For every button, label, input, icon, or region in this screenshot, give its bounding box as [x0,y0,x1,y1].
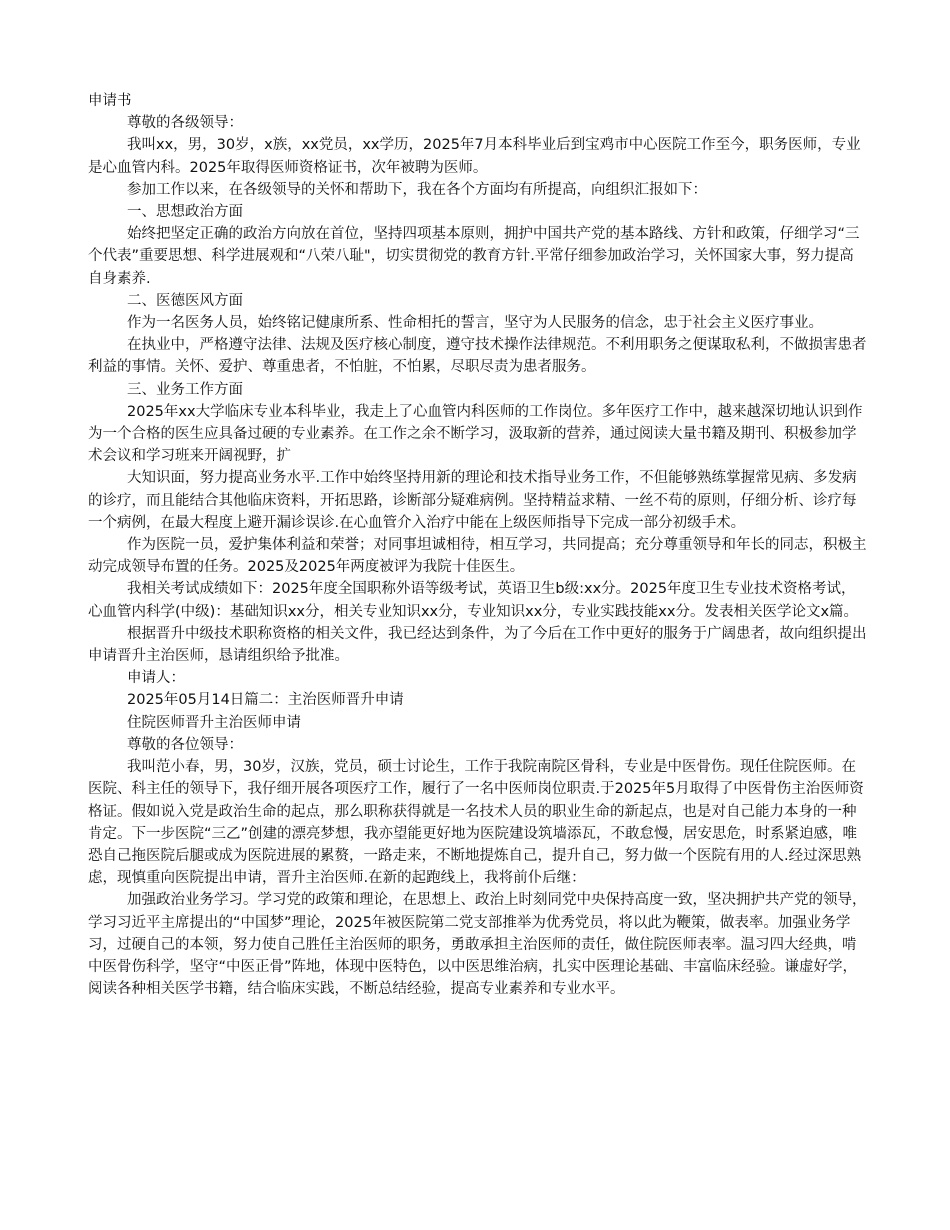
document-title: 申请书 [88,93,132,109]
paragraph-doc2-2: 加强政治业务学习。学习党的政策和理论，在思想上、政治上时刻同党中央保持高度一致，坚决拥护共产党的领导，学习习近平主席提出的“中国梦”理论，2025年被医院第二党支部推举为优秀党员，将以此为鞭策，做表率。加强业务学习，过硬自己的本领，努力使自己胜任主治医师的职务，勇敢承担主治医师的责任，做住院医师表率。温习四大经典，啃中医骨伤科学，坚守“中医正骨”阵地，体现中医特色，以中医思维治病，扎实中医理论基础、丰富临床经验。谦虚好学，阅读各种相关医学书籍，结合临床实践，不断总结经验，提高专业素养和专业水平。 [88,892,867,998]
second-document-title: 住院医师晋升主治医师申请 [127,714,301,731]
salutation: 尊敬的各级领导： [127,115,243,132]
second-salutation: 尊敬的各位领导： [127,736,243,753]
paragraph-work-3: 作为医院一员，爱护集体利益和荣誉；对同事坦诚相待，相互学习，共同提高；充分尊重领导和年长的同志，积极主动完成领导布置的任务。2025及2025年两度被评为我院十佳医生。 [88,537,867,576]
paragraph-ethics-2: 在执业中，严格遵守法律、法规及医疗核心制度，遵守技术操作法律规范。不利用职务之便谋取私利，不做损害患者利益的事情。关怀、爱护、尊重患者，不怕脏，不怕累，尽职尽责为患者服务。 [88,337,867,376]
section-heading-politics: 一、思想政治方面 [127,204,243,221]
paragraph-politics: 始终把坚定正确的政治方向放在首位，坚持四项基本原则，拥护中国共产党的基本路线、方针和政策，仔细学习“三个代表”重要思想、科学进展观和“八荣八耻"，切实贯彻党的教育方针.平常仔细参加政治学习，关怀国家大事，努力提高自身素养. [88,226,860,287]
document-page [88,90,868,1000]
paragraph-doc2-1: 我叫范小春，男，30岁，汉族，党员，硕士讨论生，工作于我院南院区骨科，专业是中医骨伤。现任住院医师。在医院、科主任的领导下，我仔细开展各项医疗工作，履行了一名中医师岗位职责.于2025年5月取得了中医骨伤主治医师资格证。假如说入党是政治生命的起点，那么职称获得就是一名技术人员的职业生命的新起点，也是对自己能力本身的一种肯定。下一步医院“三乙”创建的漂亮梦想，我亦望能更好地为医院建设筑墙添瓦，不敢怠慢，居安思危，时系紧迫感，唯恐自己拖医院后腿或成为医院进展的累赘，一路走来，不断地提炼自己，提升自己，努力做一个医院有用的人.经过深思熟虑，现慎重向医院提出申请，晋升主治医师.在新的起跑线上，我将前仆后继： [88,759,864,887]
paragraph-intro: 我叫xx，男，30岁，x族，xx党员，xx学历，2025年7月本科毕业后到宝鸡市中心医院工作至今，职务医师，专业是心血管内科。2025年取得医师资格证书，次年被聘为医师。 [88,137,861,176]
section-heading-work: 三、业务工作方面 [127,381,243,398]
paragraph-work-1: 2025年xx大学临床专业本科毕业，我走上了心血管内科医师的工作岗位。多年医疗工作中，越来越深切地认识到作为一个合格的医生应具备过硬的专业素养。在工作之余不断学习，汲取新的营养，通过阅读大量书籍及期刊、积极参加学术会议和学习班来开阔视野，扩 [88,403,863,465]
paragraph-work-4: 我相关考试成绩如下：2025年度全国职称外语等级考试，英语卫生b级:xx分。2025年度卫生专业技术资格考试，心血管内科学(中级)：基础知识xx分，相关专业知识xx分，专业知识xx分，专业实践技能xx分。发表相关医学论文x篇。 [88,581,859,620]
applicant-label: 申请人： [127,670,185,687]
paragraph-work-5: 根据晋升中级技术职称资格的相关文件，我已经达到条件，为了今后在工作中更好的服务于广阔患者，故向组织提出申请晋升主治医师，恳请组织给予批准。 [88,625,867,665]
paragraph-work-2: 大知识面，努力提高业务水平.工作中始终坚持用新的理论和技术指导业务工作，不但能够熟练掌握常见病、多发病的诊疗，而且能结合其他临床资料，开拓思路，诊断部分疑难病例。坚持精益求精、一丝不苟的原则，仔细分析、诊疗每一个病例，在最大程度上避开漏诊误诊.在心血管介入治疗中能在上级医师指导下完成一部分初级手术。 [88,470,857,531]
paragraph-report: 参加工作以来，在各级领导的关怀和帮助下，我在各个方面均有所提高，向组织汇报如下： [127,181,707,198]
paragraph-ethics-1: 作为一名医务人员，始终铭记健康所系、性命相托的誓言，坚守为人民服务的信念，忠于社会主义医疗事业。 [127,315,823,332]
section-heading-ethics: 二、医德医风方面 [127,292,243,309]
date-and-next-title: 2025年05月14日篇二：主治医师晋升申请 [127,692,404,709]
